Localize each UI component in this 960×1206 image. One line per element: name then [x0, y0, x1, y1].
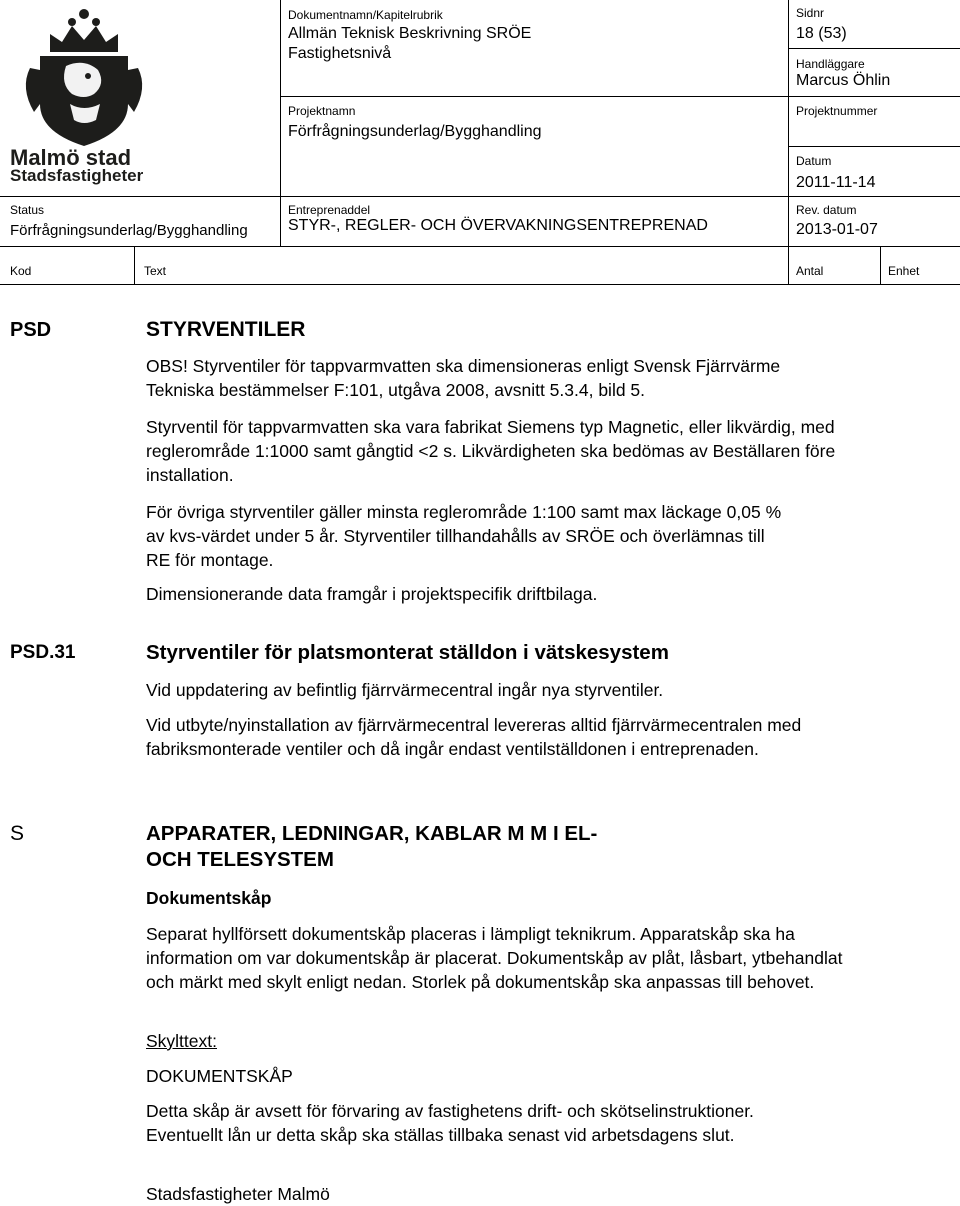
column-divider	[880, 246, 881, 284]
sidnr-value: 18 (53)	[796, 25, 847, 42]
psd-paragraph-4: Dimensionerande data framgår i projektspecifik driftbilaga.	[146, 584, 598, 604]
datum-value: 2011-11-14	[796, 174, 876, 191]
revdatum-label: Rev. datum	[796, 203, 857, 217]
column-header-text: Text	[144, 264, 167, 278]
column-header-antal: Antal	[796, 264, 824, 278]
header-divider	[788, 0, 789, 246]
dokumentskap-paragraph: Separat hyllförsett dokumentskåp placeras i lämpligt teknikrum. Apparatskåp ska ha information om var dokumentskåp är placerat. Dokumentskåp av plåt, låsbart, ytbehandlat och märkt med skylt enligt nedan. Storlek på dokumentskåp ska anpassas till behovet.	[146, 924, 843, 992]
skylttext-line-2: Detta skåp är avsett för förvaring av fastighetens drift- och skötselinstruktioner. Eventuellt lån ur detta skåp ska ställas tillbaka senast vid arbetsdagens slut.	[146, 1101, 754, 1145]
projektnummer-label: Projektnummer	[796, 104, 878, 118]
datum-label: Datum	[796, 154, 832, 168]
logo-line1: Malmö stad	[10, 145, 132, 170]
code-psd: PSD	[10, 319, 52, 341]
column-divider	[788, 246, 789, 284]
psd-paragraph-3: För övriga styrventiler gäller minsta reglerområde 1:100 samt max läckage 0,05 % av kvs-värdet under 5 år. Styrventiler tillhandahålls av SRÖE och överlämnas till RE för montage.	[146, 502, 782, 570]
projektnamn-value: Förfrågningsunderlag/Bygghandling	[288, 123, 542, 140]
header-divider	[0, 246, 960, 247]
subsection-title-dokumentskap: Dokumentskåp	[146, 888, 272, 908]
doc-name-value-2: Fastighetsnivå	[288, 45, 392, 62]
header-divider	[280, 96, 960, 97]
projektnamn-label: Projektnamn	[288, 104, 356, 118]
status-value: Förfrågningsunderlag/Bygghandling	[10, 222, 248, 239]
sidnr-label: Sidnr	[796, 6, 825, 20]
section-title-s-line2: OCH TELESYSTEM	[146, 848, 334, 871]
header-divider	[788, 146, 960, 147]
entreprenaddel-value: STYR-, REGLER- OCH ÖVERVAKNINGSENTREPRENAD	[288, 217, 708, 234]
header-divider	[280, 0, 281, 246]
logo-line2: Stadsfastigheter	[10, 166, 144, 185]
psd-paragraph-2: Styrventil för tappvarmvatten ska vara fabrikat Siemens typ Magnetic, eller likvärdig, med reglerområde 1:1000 samt gångtid <2 s. Likvärdigheten ska bedömas av Beställaren före installation.	[146, 417, 836, 485]
code-s: S	[10, 822, 25, 845]
header-divider	[0, 284, 960, 285]
column-header-enhet: Enhet	[888, 264, 920, 278]
handlaggare-value: Marcus Öhlin	[796, 72, 891, 89]
section-title-styrventiler: STYRVENTILER	[146, 318, 306, 341]
handlaggare-label: Handläggare	[796, 57, 865, 71]
psd31-paragraph-1: Vid uppdatering av befintlig fjärrvärmecentral ingår nya styrventiler.	[146, 680, 664, 700]
section-title-psd31: Styrventiler för platsmonterat ställdon i vätskesystem	[146, 641, 669, 664]
section-title-s-line1: APPARATER, LEDNINGAR, KABLAR M M I EL-	[146, 822, 598, 845]
skylttext-line-3: Stadsfastigheter Malmö	[146, 1184, 330, 1204]
doc-name-value-1: Allmän Teknisk Beskrivning SRÖE	[288, 25, 532, 42]
status-label: Status	[10, 203, 45, 217]
column-header-kod: Kod	[10, 264, 32, 278]
header-divider	[0, 196, 960, 197]
psd31-paragraph-2: Vid utbyte/nyinstallation av fjärrvärmecentral levereras alltid fjärrvärmecentralen med fabriksmonterade ventiler och då ingår endast ventilställdonen i entreprenaden.	[146, 715, 802, 759]
doc-name-label: Dokumentnamn/Kapitelrubrik	[288, 8, 443, 22]
psd-paragraph-1: OBS! Styrventiler för tappvarmvatten ska dimensioneras enligt Svensk Fjärrvärme Tekniska bestämmelser F:101, utgåva 2008, avsnitt 5.3.4, bild 5.	[146, 356, 781, 400]
header-divider	[788, 48, 960, 49]
skylttext-label: Skylttext:	[146, 1031, 217, 1051]
skylttext-line-1: DOKUMENTSKÅP	[146, 1066, 293, 1086]
column-divider	[134, 246, 135, 284]
revdatum-value: 2013-01-07	[796, 221, 878, 238]
entreprenaddel-label: Entreprenaddel	[288, 203, 371, 217]
code-psd31: PSD.31	[10, 642, 76, 663]
coat-of-arms-icon	[10, 8, 158, 148]
